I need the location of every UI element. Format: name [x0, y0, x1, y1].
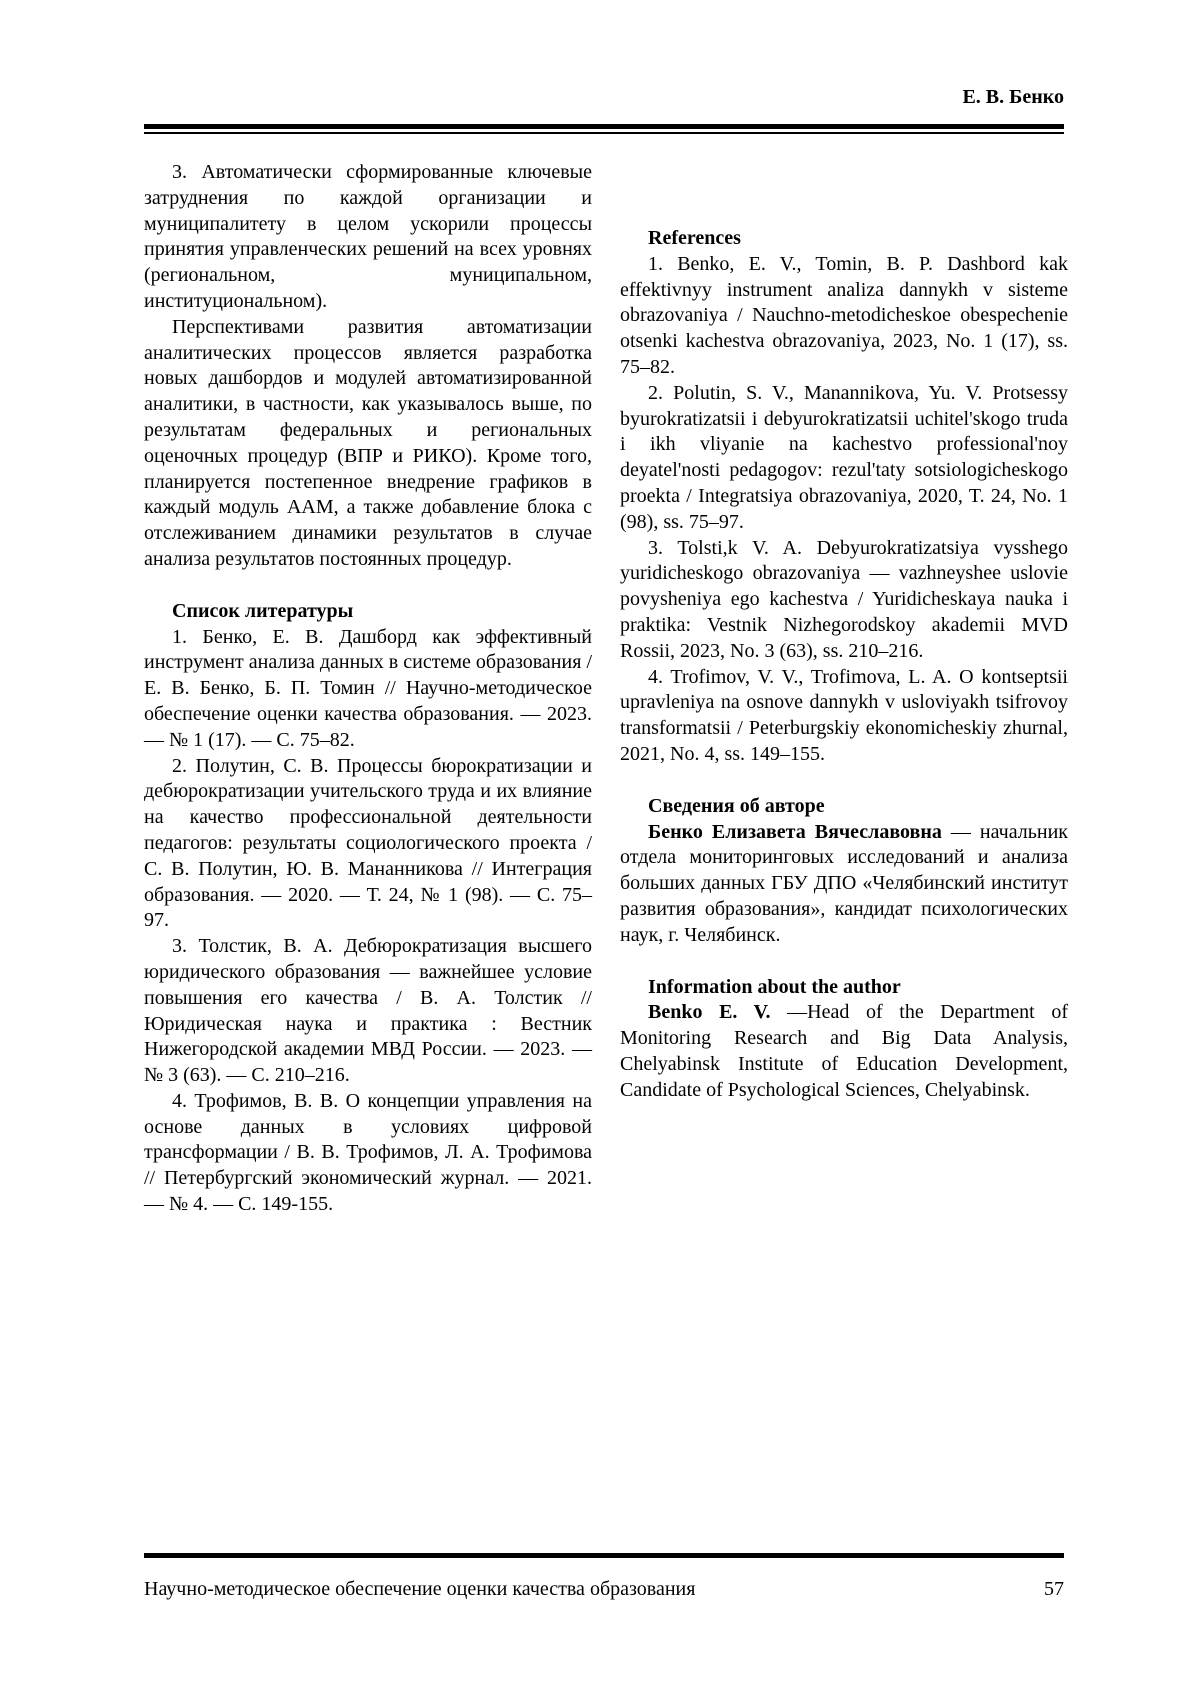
reference-item-en: 1. Benko, E. V., Tomin, B. P. Dashbord kak effektivnyy instrument analiza dannykh v sisteme obrazovaniya / Nauchno-metodicheskoe obespechenie otsenki kachestva obrazovaniya, 2023, No. 1 (17), ss. 75–82.	[620, 252, 1068, 381]
reference-item-en: 2. Polutin, S. V., Manannikova, Yu. V. Protsessy byurokratizatsii i debyurokratizatsii uchitel'skogo truda i ikh vliyanie na kachestvo professional'noy deyatel'nosti pedagogov: rezul'taty sotsiologicheskogo proekta / Integratsiya obrazovaniya, 2020, T. 24, No. 1 (98), ss. 75–97.	[620, 381, 1068, 536]
page-number: 57	[1044, 1578, 1064, 1601]
reference-item: 4. Трофимов, В. В. О концепции управления на основе данных в условиях цифровой трансформации / В. В. Трофимов, Л. А. Трофимова // Петербургский экономический журнал. — 2021. — № 4. — С. 149-155.	[144, 1089, 592, 1218]
author-description-en: —Head of the Department of Monitoring Research and Big Data Analysis, Chelyabinsk Institute of Education Development, Candidate of Psychological Sciences, Chelyabinsk.	[620, 1001, 1068, 1100]
reference-item-en: 3. Tolsti,k V. A. Debyurokratizatsiya vysshego yuridicheskogo obrazovaniya — vazhneyshee uslovie povysheniya ego kachestva / Yuridicheskaya nauka i praktika: Vestnik Nizhegorodskoy akademii MVD Rossii, 2023, No. 3 (63), ss. 210–216.	[620, 536, 1068, 665]
header-rule	[144, 124, 1064, 134]
reference-item: 2. Полутин, С. В. Процессы бюрократизации и дебюрократизации учительского труда и их влияние на качество профессиональной деятельности педагогов: результаты социологического проекта / С. В. Полутин, Ю. В. Мананникова // Интеграция образования. — 2020. — Т. 24, № 1 (98). — С. 75–97.	[144, 754, 592, 935]
reference-item: 3. Толстик, В. А. Дебюрократизация высшего юридического образования — важнейшее условие повышения его качества / В. А. Толстик // Юридическая наука и практика : Вестник Нижегородской академии МВД России. — 2023. — № 3 (63). — С. 210–216.	[144, 934, 592, 1089]
author-info-heading-ru: Сведения об авторе	[620, 794, 1068, 820]
right-column	[620, 160, 1068, 1104]
references-heading-ru: Список литературы	[144, 599, 592, 625]
running-head-author: Е. В. Бенко	[962, 86, 1064, 109]
author-info-en	[620, 1000, 1068, 1103]
left-column	[144, 160, 592, 1218]
journal-title: Научно-методическое обеспечение оценки качества образования	[144, 1578, 695, 1601]
author-name-en: Benko E. V.	[648, 1001, 771, 1023]
author-info-heading-en: Information about the author	[620, 975, 1068, 1001]
author-name-ru: Бенко Елизавета Вячеславовна	[648, 821, 942, 843]
body-paragraph: Перспективами развития автоматизации аналитических процессов является разработка новых дашбордов и модулей автоматизированной аналитики, в частности, как указывалось выше, по результатам федеральных и региональных оценочных процедур (ВПР и РИКО). Кроме того, планируется постепенное внедрение графиков в каждый модуль ААМ, а также добавление блока с отслеживанием динамики результатов в случае анализа результатов постоянных процедур.	[144, 315, 592, 573]
references-heading-en: References	[620, 226, 1068, 252]
reference-item-en: 4. Trofimov, V. V., Trofimova, L. A. O kontseptsii upravleniya na osnove dannykh v usloviyakh tsifrovoy transformatsii / Peterburgskiy ekonomicheskiy zhurnal, 2021, No. 4, ss. 149–155.	[620, 665, 1068, 768]
author-info-ru	[620, 820, 1068, 949]
author-description-ru: — начальник отдела мониторинговых исследований и анализа больших данных ГБУ ДПО «Челябинский институт развития образования», кандидат психологических наук, г. Челябинск.	[620, 821, 1068, 946]
reference-item: 1. Бенко, Е. В. Дашборд как эффективный инструмент анализа данных в системе образования / Е. В. Бенко, Б. П. Томин // Научно-методическое обеспечение оценки качества образования. — 2023. — № 1 (17). — С. 75–82.	[144, 625, 592, 754]
footer-rule	[144, 1553, 1064, 1558]
body-paragraph: 3. Автоматически сформированные ключевые затруднения по каждой организации и муниципалитету в целом ускорили процессы принятия управленческих решений на всех уровнях (региональном, муниципальном, институциональном).	[144, 160, 592, 315]
